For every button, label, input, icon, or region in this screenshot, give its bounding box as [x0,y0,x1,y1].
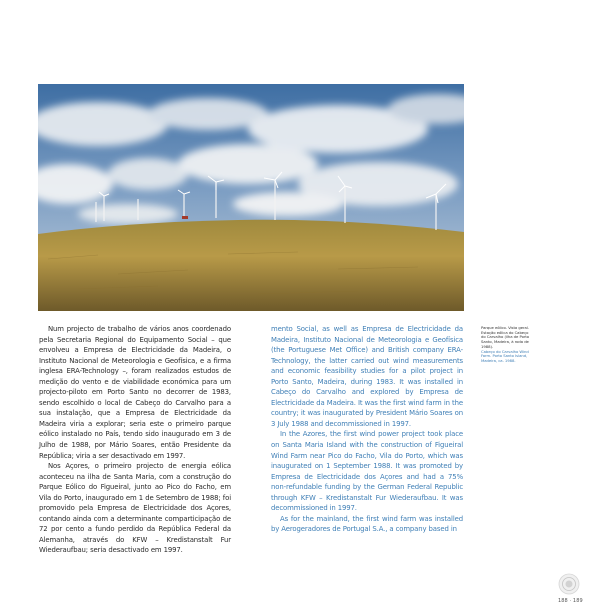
portuguese-body-column [39,324,231,556]
caption-portuguese: Parque eólico. Vista geral. Estação eólica do Cabeço do Carvalho (ilha de Porto Santo, Madeira, à roda de 1988). [481,325,530,349]
wind-farm-photo [38,84,464,311]
page-number: 188 · 189 [558,598,583,604]
english-body-column [271,324,463,535]
body-paragraph: Num projecto de trabalho de vários anos coordenado pela Secretaria Regional do Equipamento Social – que envolveu a Empresa de Electricidade da Madeira, o Instituto Nacional de Meteorologia e Geofísica, e a firma inglesa ERA-Technology –, foram realizados estudos de medição do vento e de viabilidade económica para um projecto-piloto em Porto Santo no decorrer de 1983, sendo escolhido o local de Cabeço do Carvalho para a sua instalação, que a Empresa de Electricidade da Madeira viria a explorar; seria este o primeiro parque eólico instalado no País, tendo sido inaugurado em 3 de Julho de 1988, por Mário Soares, então Presidente da República; viria a ser desactivado em 1997. [39,325,231,460]
caption-english: Cabeço do Carvalho Wind Farm. Porto Santo Island, Madeira, ca. 1988. [481,348,529,363]
body-paragraph: As for the mainland, the first wind farm was installed by Aerogeradores de Portugal S.A., a company based in [271,514,463,534]
circular-logo-icon [558,573,580,595]
body-paragraph: In the Azores, the first wind power project took place on Santa Maria Island with the construction of Figueiral Wind Farm near Pico do Facho, Vila do Porto, which was inaugurated on 1 September 1988. It was promoted by Empresa de Electricidade dos Açores and had a 75% non-refundable funding by the German Federal Republic through KFW – Kredistanstalt Fur Wiederaufbau. It was decommissioned in 1997. [271,430,463,513]
body-paragraph: mento Social, as well as Empresa de Electricidade da Madeira, Instituto Nacional de Meteorologia e Geofísica (the Portuguese Met Office) and British company ERA-Technology, the latter carried out wind measurements and economic feasibility studies for a pilot project in Porto Santo, Madeira, during 1983. It was installed in Cabeço do Carvalho and explored by Empresa de Electricidade da Madeira. It was the first wind farm in the country; it was inaugurated by President Mário Soares on 3 July 1988 and decommissioned in 1997. [271,325,463,428]
photo-caption [481,326,533,364]
body-paragraph: Nos Açores, o primeiro projecto de energia eólica aconteceu na ilha de Santa Maria, com a construção do Parque Eólico do Figueiral, junto ao Pico do Facho, em Vila do Porto, inaugurado em 1 de Setembro de 1988; foi promovido pela Empresa de Electricidade dos Açores, contando ainda com a determinante comparticipação de 72 por cento a fundo perdido da República Federal da Alemanha, através do KFW – Kredistanstalt Fur Wiederaufbau; seria desactivado em 1997. [39,462,231,555]
